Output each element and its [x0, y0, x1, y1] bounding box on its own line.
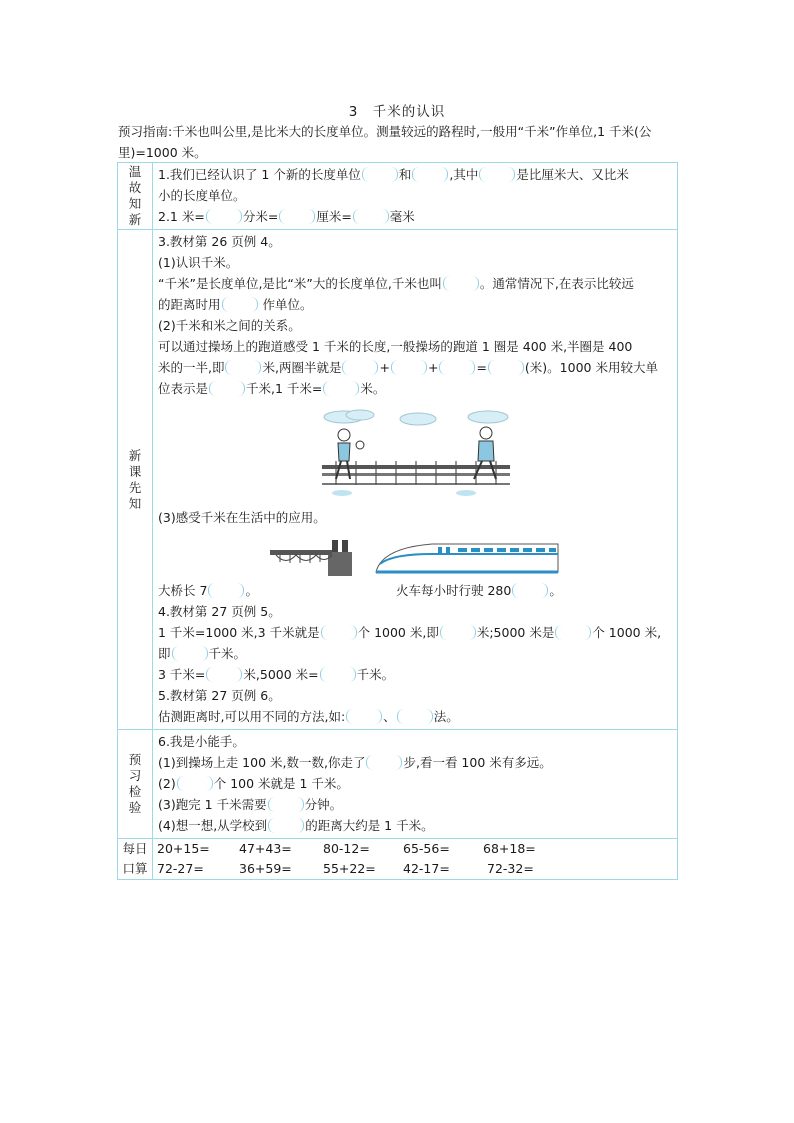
- review-q1-cont: 小的长度单位。: [158, 188, 246, 203]
- answer-blank[interactable]: [346, 709, 382, 724]
- answer-blank[interactable]: [391, 360, 427, 375]
- review-row: [118, 163, 678, 230]
- text: 3 千米=: [158, 667, 206, 682]
- text: (米)。1000 米用较大单: [524, 360, 658, 375]
- text: 1.我们已经认识了 1 个新的长度单位: [158, 167, 361, 182]
- text: 米的一半,即: [158, 360, 225, 375]
- text: 。: [549, 583, 562, 598]
- intro-text: 预习指南:千米也叫公里,是比米大的长度单位。测量较远的路程时,一般用“千米”作单位,1 千米(公里)=1000 米。: [118, 124, 652, 160]
- text: “千米”是长度单位,是比“米”大的长度单位,千米也叫: [158, 276, 442, 291]
- train-speed-text: [396, 580, 562, 601]
- calc-label-2: 口算: [122, 861, 148, 876]
- text: 厘米=: [316, 209, 352, 224]
- new-lesson-row: [118, 230, 678, 730]
- bridge-train-pictures: [270, 528, 673, 580]
- answer-blank[interactable]: [353, 209, 389, 224]
- text: 。: [245, 583, 258, 598]
- text: 毫米: [389, 209, 415, 224]
- answer-blank[interactable]: [208, 583, 244, 598]
- text: +: [379, 360, 390, 375]
- text: 和: [398, 167, 412, 182]
- answer-blank[interactable]: [440, 625, 476, 640]
- line: [158, 580, 673, 601]
- new-lesson-label: 新 课 先 知: [118, 230, 153, 730]
- text: 米,两圈半就是: [262, 360, 342, 375]
- answer-blank[interactable]: [222, 297, 258, 312]
- worksheet-table: [117, 162, 678, 880]
- text: (1)到操场上走 100 米,数一数,你走了: [158, 755, 366, 770]
- answer-blank[interactable]: [320, 667, 356, 682]
- answer-blank[interactable]: [439, 360, 475, 375]
- line: 可以通过操场上的跑道感受 1 千米的长度,一般操场的跑道 1 圈是 400 米,半圈是 400: [158, 339, 633, 354]
- calc-row: [118, 839, 678, 880]
- answer-blank[interactable]: [397, 709, 433, 724]
- text: 的距离时用: [158, 297, 221, 312]
- answer-blank[interactable]: [209, 381, 245, 396]
- calc-item: 55+22=: [323, 861, 376, 876]
- text: 个 1000 米,即: [357, 625, 439, 640]
- text: 米;5000 米是: [476, 625, 555, 640]
- review-label: 温 故 知 新: [118, 163, 153, 230]
- train-picture: [372, 532, 562, 580]
- text: 估测距离时,可以用不同的方法,如:: [158, 709, 346, 724]
- answer-blank[interactable]: [342, 360, 378, 375]
- calc-line-1: [157, 839, 673, 859]
- line: 5.教材第 27 页例 6。: [158, 688, 281, 703]
- calc-item: 72-32=: [487, 861, 534, 876]
- answer-blank[interactable]: [268, 818, 304, 833]
- text: =: [476, 360, 487, 375]
- text: 大桥长 7: [158, 583, 208, 598]
- calc-item: 20+15=: [157, 841, 210, 856]
- line: 3.教材第 26 页例 4。: [158, 234, 281, 249]
- text: 米,5000 米=: [243, 667, 319, 682]
- text: 2.1 米=: [158, 209, 205, 224]
- text: (3)跑完 1 千米需要: [158, 797, 267, 812]
- check-content: [153, 730, 678, 839]
- text: 即: [158, 646, 171, 661]
- calc-label-1: 每日: [122, 841, 148, 856]
- review-q2: [158, 206, 673, 227]
- calc-item: 80-12=: [323, 841, 370, 856]
- answer-blank[interactable]: [268, 797, 304, 812]
- answer-blank[interactable]: [512, 583, 548, 598]
- line: [158, 273, 673, 294]
- text: 千米,1 千米=: [246, 381, 323, 396]
- check-label: 预 习 检 验: [118, 730, 153, 839]
- text: 1 千米=1000 米,3 千米就是: [158, 625, 320, 640]
- line: (3)感受千米在生活中的应用。: [158, 510, 326, 525]
- text: ,其中: [449, 167, 479, 182]
- text: (2): [158, 776, 176, 791]
- text: (4)想一想,从学校到: [158, 818, 268, 833]
- text: 个 100 米就是 1 千米。: [213, 776, 349, 791]
- text: 、: [383, 709, 396, 724]
- answer-blank[interactable]: [366, 755, 402, 770]
- calc-content: [153, 839, 678, 880]
- calc-item: 42-17=: [403, 861, 450, 876]
- answer-blank[interactable]: [172, 646, 208, 661]
- calc-item: 47+43=: [239, 841, 292, 856]
- calc-item: 65-56=: [403, 841, 450, 856]
- track-illustration: [158, 399, 673, 507]
- text: 位表示是: [158, 381, 209, 396]
- calc-line-2: [157, 859, 673, 879]
- line: [158, 357, 673, 378]
- answer-blank[interactable]: [225, 360, 261, 375]
- answer-blank[interactable]: [488, 360, 524, 375]
- text: 步,看一看 100 米有多远。: [403, 755, 552, 770]
- answer-blank[interactable]: [443, 276, 479, 291]
- answer-blank[interactable]: [555, 625, 591, 640]
- line: [158, 794, 673, 815]
- calc-item: 68+18=: [483, 841, 536, 856]
- text: 个 1000 米,: [592, 625, 662, 640]
- line: (2)千米和米之间的关系。: [158, 318, 301, 333]
- answer-blank[interactable]: [279, 209, 315, 224]
- answer-blank[interactable]: [206, 667, 242, 682]
- answer-blank[interactable]: [362, 167, 398, 182]
- line: [158, 752, 673, 773]
- text: 千米。: [356, 667, 395, 682]
- line: [158, 815, 673, 836]
- text: 火车每小时行驶 280: [396, 583, 512, 598]
- new-lesson-content: [153, 230, 678, 730]
- text: 的距离大约是 1 千米。: [305, 818, 434, 833]
- calc-item: 36+59=: [239, 861, 292, 876]
- text: 分米=: [242, 209, 279, 224]
- line: 6.我是小能手。: [158, 734, 245, 749]
- text: 米。: [360, 381, 386, 396]
- text: 。通常情况下,在表示比较远: [479, 276, 634, 291]
- text: +: [427, 360, 439, 375]
- check-row: [118, 730, 678, 839]
- line: 4.教材第 27 页例 5。: [158, 604, 281, 619]
- answer-blank[interactable]: [177, 776, 213, 791]
- page-title: 3 千米的认识: [348, 104, 446, 120]
- text: 法。: [433, 709, 459, 724]
- children-on-bridge-picture: [316, 405, 516, 501]
- text: 分钟。: [304, 797, 343, 812]
- line: (1)认识千米。: [158, 255, 239, 270]
- line: [158, 643, 673, 664]
- answer-blank[interactable]: [206, 209, 242, 224]
- calc-label: [118, 839, 153, 880]
- line: [158, 622, 673, 643]
- answer-blank[interactable]: [412, 167, 448, 182]
- line: [158, 664, 673, 685]
- line: [158, 773, 673, 794]
- answer-blank[interactable]: [321, 625, 357, 640]
- review-q1: [158, 164, 673, 185]
- answer-blank[interactable]: [323, 381, 359, 396]
- text: 是比厘米大、又比米: [516, 167, 629, 182]
- calc-item: 72-27=: [157, 861, 204, 876]
- line: [158, 378, 673, 399]
- text: 作单位。: [258, 297, 313, 312]
- review-content: [153, 163, 678, 230]
- line: [158, 294, 673, 315]
- line: [158, 706, 673, 727]
- bridge-picture: [270, 532, 358, 580]
- text: 千米。: [208, 646, 247, 661]
- answer-blank[interactable]: [479, 167, 515, 182]
